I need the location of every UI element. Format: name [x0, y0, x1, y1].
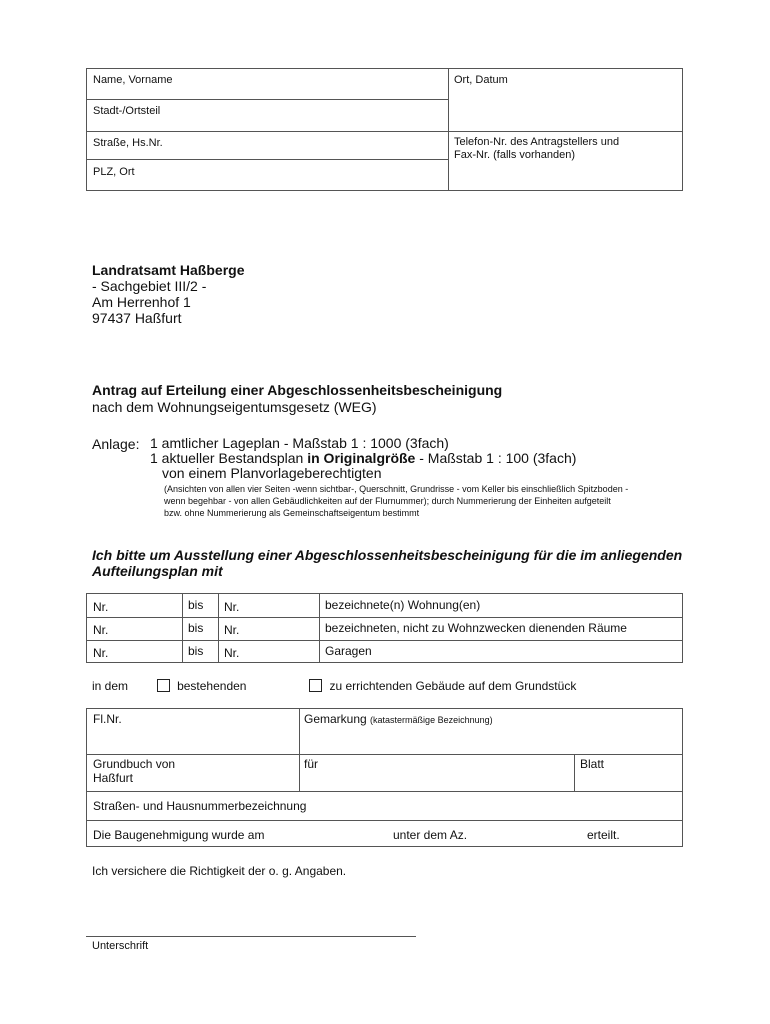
divider [448, 69, 449, 190]
address-line: Landratsamt Haßberge [92, 262, 245, 278]
telefon-label-1: Telefon-Nr. des Antragstellers und [454, 136, 620, 148]
signature-line[interactable] [86, 936, 416, 937]
divider [87, 640, 682, 641]
nr-field[interactable]: Nr. [93, 623, 109, 637]
strassen-field[interactable]: Straßen- und Hausnummerbezeichnung [93, 799, 307, 813]
divider [87, 131, 682, 132]
name-field[interactable]: Name, Vorname [93, 74, 173, 86]
address-line: - Sachgebiet III/2 - [92, 278, 207, 294]
telefon-label-2: Fax-Nr. (falls vorhanden) [454, 149, 576, 161]
gemarkung-field[interactable]: Gemarkung (katastermäßige Bezeichnung) [304, 712, 493, 726]
bis-label: bis [188, 644, 204, 658]
nr-field[interactable]: Nr. [93, 646, 109, 660]
baugenehmigung-date-field[interactable]: Die Baugenehmigung wurde am [93, 828, 265, 842]
row-description: bezeichneten, nicht zu Wohnzwecken dienenden Räume [325, 621, 627, 635]
anlage-label: Anlage: [92, 436, 140, 452]
subtitle-line: nach dem Wohnungseigentumsgesetz (WEG) [92, 399, 377, 415]
building-type-row [92, 679, 576, 693]
divider [574, 754, 575, 791]
stadtteil-field[interactable]: Stadt-/Ortsteil [93, 105, 161, 117]
document-title [92, 382, 502, 416]
divider [299, 709, 300, 791]
nr-field[interactable]: Nr. [93, 600, 109, 614]
address-line: 97437 Haßfurt [92, 310, 182, 326]
bis-label: bis [188, 621, 204, 635]
flnr-field[interactable]: Fl.Nr. [93, 712, 122, 726]
signature-label: Unterschrift [92, 940, 149, 952]
nr-field[interactable]: Nr. [224, 623, 240, 637]
anlage-note: (Ansichten von allen vier Seiten -wenn sichtbar-, Querschnitt, Grundrisse - vom Keller bis einschließlich Spitzboden - wenn begehbar - von allen Gebäudlichkeiten auf der Flurnummer); durch Nummerierung der Einheiten aufgeteilt bzw. ohne Nummerierung als Gemeinschaftseigentum bestimmt [164, 484, 629, 518]
divider [182, 594, 183, 662]
anlage-item: 1 aktueller Bestandsplan in Originalgröße - Maßstab 1 : 100 (3fach) [150, 450, 577, 466]
ort-datum-field[interactable]: Ort, Datum [454, 74, 508, 86]
anlage-item: von einem Planvorlageberechtigten [162, 465, 382, 481]
fuer-field[interactable]: für [304, 757, 319, 771]
divider [87, 820, 682, 821]
units-table [86, 593, 683, 663]
title-line: Antrag auf Erteilung einer Abgeschlossenheitsbescheinigung [92, 382, 503, 398]
bis-label: bis [188, 598, 204, 612]
applicant-info-table [86, 68, 683, 191]
divider [87, 617, 682, 618]
row-description: Garagen [325, 644, 372, 658]
bestehenden-checkbox[interactable] [157, 679, 170, 692]
anlage-item: 1 amtlicher Lageplan - Maßstab 1 : 1000 (3fach) [150, 435, 449, 451]
divider [218, 594, 219, 662]
property-table [86, 708, 683, 847]
request-text: Ich bitte um Ausstellung einer Abgeschlossenheitsbescheinigung für die im anliegenden Aufteilungsplan mit [92, 547, 683, 579]
row-description: bezeichnete(n) Wohnung(en) [325, 598, 481, 612]
divider [319, 594, 320, 662]
divider [87, 99, 448, 100]
recipient-address [92, 262, 244, 326]
erteilt-label: erteilt. [587, 828, 620, 842]
indem-label: in dem [92, 679, 129, 693]
blatt-field[interactable]: Blatt [580, 757, 605, 771]
errichtenden-label: zu errichtenden Gebäude auf dem Grundstück [329, 679, 577, 693]
telefon-field[interactable] [454, 136, 619, 162]
divider [87, 754, 682, 755]
divider [87, 791, 682, 792]
az-field[interactable]: unter dem Az. [393, 828, 468, 842]
address-line: Am Herrenhof 1 [92, 294, 191, 310]
nr-field[interactable]: Nr. [224, 600, 240, 614]
grundbuch-field[interactable]: Grundbuch von Haßfurt [93, 757, 176, 785]
bestehenden-label: bestehenden [177, 679, 247, 693]
anlage-list [150, 436, 628, 519]
plz-field[interactable]: PLZ, Ort [93, 166, 135, 178]
errichtenden-checkbox[interactable] [309, 679, 322, 692]
confirmation-text: Ich versichere die Richtigkeit der o. g. Angaben. [92, 864, 347, 878]
nr-field[interactable]: Nr. [224, 646, 240, 660]
divider [87, 159, 448, 160]
strasse-field[interactable]: Straße, Hs.Nr. [93, 137, 163, 149]
